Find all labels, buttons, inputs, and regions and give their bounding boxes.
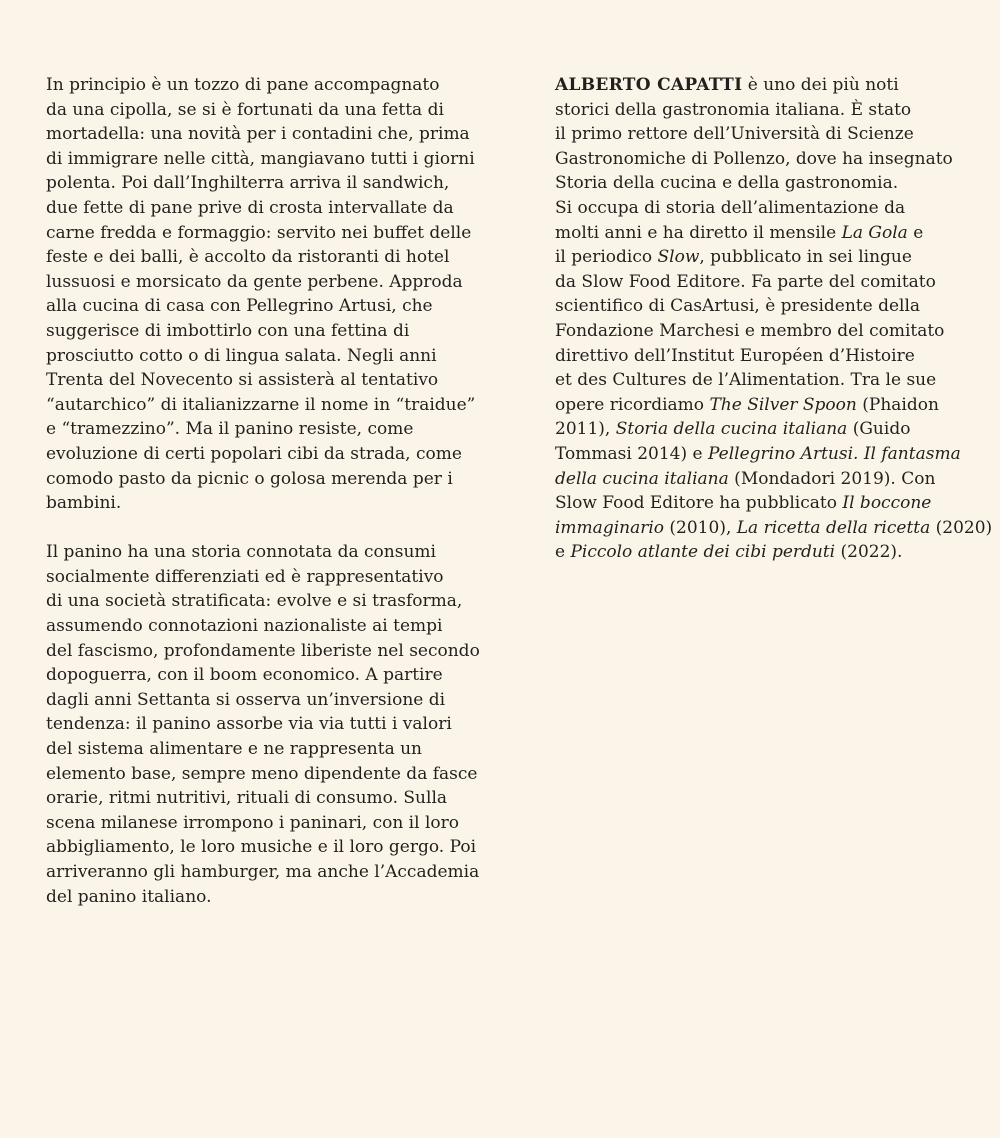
book-title: Il boccone [842, 493, 932, 514]
text-line: del fascismo, profondamente liberiste nel secondo [46, 640, 480, 661]
text-line: assumendo connotazioni nazionaliste ai tempi [46, 616, 443, 637]
text-line: feste e dei balli, è accolto da ristoranti di hotel [46, 247, 450, 268]
paragraph-gap [46, 516, 466, 541]
author-name: ALBERTO CAPATTI [555, 75, 743, 95]
text-line: arriveranno gli hamburger, ma anche l’Accademia [46, 862, 480, 882]
text-fragment: (Phaidon [856, 394, 939, 415]
history-paragraph [46, 540, 480, 909]
text-line: scena milanese irrompono i paninari, con il loro [46, 812, 459, 833]
text-line: di immigrare nelle città, mangiavano tutti i giorni [46, 148, 475, 169]
text-line: due fette di pane prive di crosta intervallate da [46, 197, 454, 218]
text-fragment: e [555, 542, 571, 563]
text-fragment: è uno dei più noti [742, 75, 899, 95]
text-line [555, 442, 975, 467]
text-line: il primo rettore dell’Università di Scienze [555, 124, 914, 145]
intro-paragraph [46, 73, 476, 516]
text-line: di una società stratificata: evolve e si trasforma, [46, 591, 463, 612]
magazine-title: La Gola [841, 222, 908, 243]
text-fragment: Tommasi 2014) e [555, 443, 708, 464]
text-line: In principio è un tozzo di pane accompagnato [46, 75, 440, 95]
text-fragment: molti anni e ha diretto il mensile [555, 222, 842, 243]
text-line: da Slow Food Editore. Fa parte del comitato [555, 271, 936, 292]
text-line: da una cipolla, se si è fortunati da una fetta di [46, 99, 444, 120]
text-line [555, 73, 975, 98]
text-line: mortadella: una novità per i contadini che, prima [46, 124, 470, 145]
author-bio-column [555, 73, 993, 565]
text-line [555, 417, 975, 442]
text-line: elemento base, sempre meno dipendente da fasce [46, 763, 478, 784]
text-fragment: opere ricordiamo [555, 394, 710, 415]
text-line: Il panino ha una storia connotata da consumi [46, 542, 436, 563]
text-line: carne fredda e formaggio: servito nei buffet delle [46, 222, 472, 243]
book-title: La ricetta della ricetta [736, 517, 931, 538]
text-line: “autarchico” di italianizzarne il nome in “traidue” [46, 394, 476, 415]
text-line: e “tramezzino”. Ma il panino resiste, come [46, 419, 414, 440]
text-fragment: (2022). [835, 542, 903, 563]
text-line [555, 245, 975, 270]
text-line: orarie, ritmi nutritivi, rituali di consumo. Sulla [46, 788, 448, 809]
text-line: suggerisce di imbottirlo con una fettina di [46, 320, 410, 341]
text-line [555, 540, 975, 565]
text-line: evoluzione di certi popolari cibi da strada, come [46, 443, 462, 464]
text-line [555, 516, 993, 541]
text-line: scientifico di CasArtusi, è presidente della [555, 296, 921, 317]
text-line: Storia della cucina e della gastronomia. [555, 173, 899, 194]
text-line: del sistema alimentare e ne rappresenta un [46, 739, 423, 760]
book-title: Piccolo atlante dei cibi perduti [570, 542, 836, 563]
text-line [555, 467, 975, 492]
text-line: bambini. [46, 493, 122, 514]
text-line: lussuosi e morsicato da gente perbene. Approda [46, 271, 463, 292]
text-line: socialmente differenziati ed è rappresentativo [46, 566, 444, 587]
text-line: del panino italiano. [46, 886, 212, 907]
book-title: The Silver Spoon [709, 394, 857, 415]
text-fragment: Slow Food Editore ha pubblicato [555, 493, 843, 514]
left-column [46, 73, 480, 909]
text-line: polenta. Poi dall’Inghilterra arriva il sandwich, [46, 173, 450, 194]
book-title: della cucina italiana [555, 468, 729, 489]
text-line: storici della gastronomia italiana. È stato [555, 99, 912, 120]
text-line: et des Cultures de l’Alimentation. Tra le sue [555, 370, 937, 391]
text-fragment: (2020) [930, 517, 993, 538]
text-fragment: , pubblicato in sei lingue [699, 247, 912, 268]
text-fragment: 2011), [555, 419, 616, 440]
book-title: immaginario [555, 517, 665, 538]
text-fragment: e [907, 222, 924, 243]
text-line [555, 221, 975, 246]
text-line: comodo pasto da picnic o golosa merenda per i [46, 468, 453, 489]
text-line: Trenta del Novecento si assisterà al tentativo [46, 370, 439, 391]
text-fragment: il periodico [555, 247, 658, 268]
text-fragment: (2010), [664, 517, 737, 538]
text-line: dopoguerra, con il boom economico. A partire [46, 665, 443, 686]
text-line: direttivo dell’Institut Européen d’Histoire [555, 345, 915, 366]
text-line: dagli anni Settanta si osserva un’inversione di [46, 689, 446, 710]
text-line [555, 393, 975, 418]
text-line: Si occupa di storia dell’alimentazione da [555, 197, 906, 218]
text-line: Gastronomiche di Pollenzo, dove ha insegnato [555, 148, 953, 169]
text-line: prosciutto cotto o di lingua salata. Negli anni [46, 345, 437, 366]
book-title: Storia della cucina italiana [615, 419, 848, 440]
text-line: abbigliamento, le loro musiche e il loro gergo. Poi [46, 837, 477, 858]
text-fragment: (Guido [847, 419, 911, 440]
text-line: Fondazione Marchesi e membro del comitato [555, 320, 945, 341]
book-title: Pellegrino Artusi. Il fantasma [707, 443, 961, 464]
text-line: tendenza: il panino assorbe via via tutti i valori [46, 714, 452, 735]
text-line: alla cucina di casa con Pellegrino Artusi, che [46, 296, 433, 317]
text-fragment: (Mondadori 2019). Con [728, 468, 936, 489]
text-line [555, 491, 975, 516]
magazine-title: Slow [657, 247, 700, 268]
